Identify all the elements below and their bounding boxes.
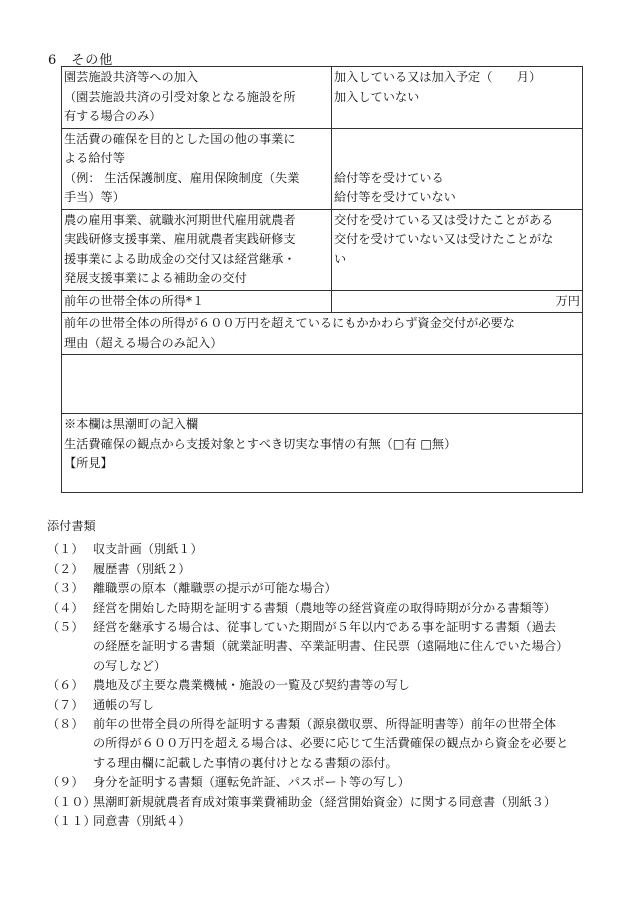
- attachment-text: 身分を証明する書類（運転免許証、パスポート等の写し）: [93, 775, 410, 790]
- text-line: 手当）等）: [64, 190, 125, 204]
- option-not-receiving: 給付等を受けていない: [334, 190, 456, 204]
- other-benefits-options: [332, 128, 583, 209]
- attachment-text-continued: の経歴を証明する書類（就業証明書、卒業証明書、住民票（遠隔地に住んでいた場合）: [93, 639, 569, 654]
- attachment-item: [47, 618, 607, 637]
- option-not-joined: 加入していない: [334, 89, 420, 104]
- text-line: 理由（超える場合のみ記入）: [64, 335, 223, 350]
- findings-label: 【所見】: [64, 456, 113, 470]
- text-line: 実践研修支援事業、雇用就農者実践研修支: [64, 232, 296, 246]
- attachment-number: （８）: [47, 717, 84, 732]
- spacer-line: [334, 130, 580, 150]
- subsidies-label: [62, 209, 332, 290]
- text-line: い: [334, 251, 347, 266]
- attachment-text: 黒潮町新規就農者育成対策事業費補助金（経営開始資金）に関する同意書（別紙３）: [93, 794, 557, 809]
- attachment-text-continued: の写しなど）: [93, 658, 167, 673]
- text-line: （例： 生活保護制度、雇用保険制度（失業: [64, 170, 300, 185]
- income-unit: 万円: [555, 293, 580, 308]
- attachment-text: 経営を継承する場合は、従事していた期間が５年以内である事を証明する書類（過去: [93, 620, 557, 635]
- attachment-number: （２）: [47, 561, 84, 576]
- attachment-item: [47, 812, 607, 831]
- attachment-text: 通帳の写し: [93, 697, 154, 712]
- row-other-benefits: [62, 128, 583, 209]
- attachment-text: 同意書（別紙４）: [93, 814, 191, 829]
- spacer-line: [334, 149, 580, 169]
- income-reason-field[interactable]: [62, 355, 583, 414]
- attachment-item: [47, 599, 607, 618]
- income-reason-label: [62, 313, 583, 355]
- attachment-number: （１１）: [47, 814, 96, 829]
- greenhouse-insurance-label: [62, 67, 332, 129]
- subsidies-options: [332, 209, 583, 290]
- attachment-item: [47, 579, 607, 598]
- row-greenhouse-insurance: [62, 67, 583, 129]
- attachment-item: [47, 696, 607, 715]
- option-receiving: 給付等を受けている: [334, 170, 444, 185]
- attachment-number: （９）: [47, 775, 84, 790]
- option-received: 交付を受けている又は受けたことがある: [334, 212, 554, 227]
- attachment-number: （１）: [47, 542, 84, 557]
- town-use-note: ※本欄は黒潮町の記入欄: [64, 417, 199, 431]
- other-info-table: [61, 66, 583, 493]
- attachments-section: [47, 517, 607, 832]
- option-not-received: 交付を受けていない又は受けたことがな: [334, 232, 554, 246]
- attachment-item: [47, 540, 607, 559]
- attachment-number: （１０）: [47, 794, 96, 809]
- text-line: 農の雇用事業、就職氷河期世代雇用就農者: [64, 212, 296, 227]
- attachment-item: [47, 715, 607, 734]
- attachment-text: 前年の世帯全員の所得を証明する書類（源泉徴収票、所得証明書等）前年の世帯全体: [93, 717, 557, 732]
- text-line: よる給付等: [64, 151, 125, 165]
- attachments-list: [47, 540, 607, 831]
- text-line: 援事業による助成金の交付又は経営継承・: [64, 251, 296, 266]
- text-line: 前年の世帯全体の所得が６００万円を超えているにもかかわらず資金交付が必要な: [64, 316, 515, 330]
- attachment-number: （５）: [47, 620, 84, 635]
- town-use-box: [62, 414, 583, 493]
- attachment-text: 経営を開始した時期を証明する書類（農地等の経営資産の取得時期が分かる書類等）: [93, 600, 557, 615]
- row-household-income: [62, 290, 583, 313]
- text-line: （園芸施設共済の引受対象となる施設を所: [64, 89, 296, 104]
- other-benefits-label: [62, 128, 332, 209]
- attachment-text-continued: の所得が６００万円を超える場合は、必要に応じて生活費確保の観点から資金を必要と: [93, 736, 569, 751]
- option-joined: 加入している又は加入予定（ 月）: [334, 70, 542, 84]
- text-line: 有する場合のみ）: [64, 109, 162, 123]
- attachment-number: （３）: [47, 581, 84, 596]
- attachment-number: （７）: [47, 697, 84, 712]
- attachment-number: （６）: [47, 678, 84, 693]
- attachments-heading: 添付書類: [47, 519, 96, 533]
- circumstance-check: 生活費確保の観点から支援対象とすべき切実な事情の有無（□有 □無）: [64, 436, 457, 451]
- attachment-text: 収支計画（別紙１）: [93, 542, 203, 557]
- attachment-item: [47, 793, 607, 812]
- attachment-number: （４）: [47, 600, 84, 615]
- text-line: 園芸施設共済等への加入: [64, 70, 199, 84]
- row-income-reason-label: [62, 313, 583, 355]
- attachment-text-continued: する理由欄に記載した事情の裏付けとなる書類の添付。: [93, 755, 398, 770]
- attachment-text: 農地及び主要な農業機械・施設の一覧及び契約書等の写し: [93, 678, 410, 693]
- household-income-label: 前年の世帯全体の所得*１: [62, 290, 332, 313]
- text-line: 発展支援事業による補助金の交付: [64, 271, 247, 285]
- row-town-use: [62, 414, 583, 493]
- row-income-reason-input: [62, 355, 583, 414]
- section-title: 6 その他: [48, 53, 114, 68]
- attachment-text: 離職票の原本（離職票の提示が可能な場合）: [93, 581, 337, 596]
- row-subsidies: [62, 209, 583, 290]
- text-line: 生活費の確保を目的とした国の他の事業に: [64, 131, 296, 146]
- attachment-text: 履歴書（別紙２）: [93, 561, 191, 576]
- attachment-item: [47, 773, 607, 792]
- attachment-item: [47, 560, 607, 579]
- household-income-value[interactable]: [332, 290, 583, 313]
- attachment-item: [47, 676, 607, 695]
- greenhouse-insurance-options: [332, 67, 583, 129]
